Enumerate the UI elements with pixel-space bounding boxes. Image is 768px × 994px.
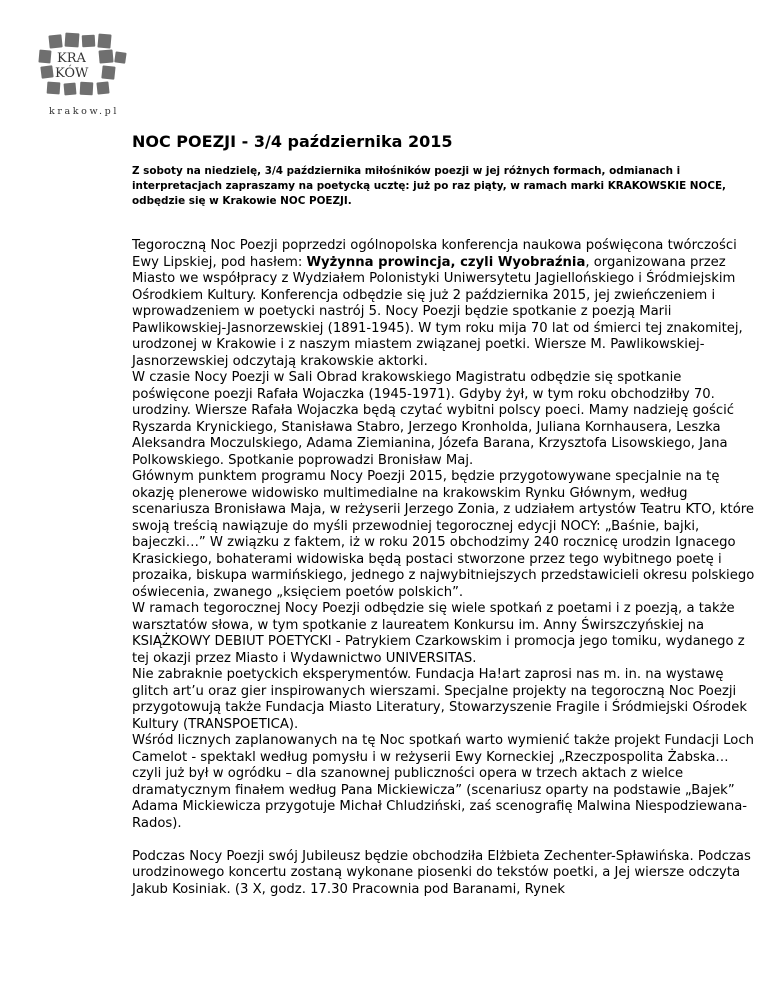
lead-paragraph: Z soboty na niedzielę, 3/4 października miłośników poezji w jej różnych formach, odmianach i interpretacjach zapraszamy na poetycką ucztę: już po raz piąty, w ramach marki KRAKOWSKIE NOCE, odbędzie się w Krakowie NOC POEZJI. bbox=[132, 165, 726, 207]
logo-line1: KRA bbox=[57, 51, 86, 66]
paragraph-wojaczek: W czasie Nocy Poezji w Sali Obrad krakowskiego Magistratu odbędzie się spotkanie poświęcone poezji Rafała Wojaczka (1945-1971). Gdyby żył, w tym roku obchodziłby 70. urodziny. Wiersze Rafała Wojaczka będą czytać wybitni polscy poeci. Mamy nadzieję gościć Ryszarda Krynickiego, Stanisława Stabro, Jerzego Kronholda, Juliana Kornhausera, Leszka Aleksandra Moczulskiego, Adama Ziemianina, Józefa Barana, Krzysztofa Lisowskiego, Jana Polkowskiego. Spotkanie poprowadzi Bronisław Maj. bbox=[132, 370, 734, 468]
paragraph-meetings: W ramach tegorocznej Nocy Poezji odbędzie się wiele spotkań z poetami i z poezją, a także warsztatów słowa, w tym spotkanie z laureatem Konkursu im. Anny Świrszczyńskiej na KSIĄŻKOWY DEBIUT POETYCKI - Patrykiem Czarkowskim i promocja jego tomiku, wydanego z tej okazji przez Miasto i Wydawnictwo UNIVERSITAS. bbox=[132, 601, 745, 666]
conference-motto: Wyżynna prowincja, czyli Wyobraźnia bbox=[306, 254, 586, 270]
paragraph-conference-intro: Tegoroczną Noc Poezji poprzedzi ogólnopolska konferencja naukowa poświęcona twórczości Ewy Lipskiej, pod hasłem: bbox=[132, 238, 737, 270]
logo-tiles bbox=[36, 30, 132, 104]
paragraph-conference-rest: , organizowana przez Miasto we współpracy z Wydziałem Polonistyki Uniwersytetu Jagiellońskiego i Śródmiejskim Ośrodkiem Kultury. Konferencja odbędzie się już 2 października 2015, jej zwieńczeniem i wprowadzeniem w poetycki nastrój 5. Nocy Poezji będzie spotkanie z poezją Marii Pawlikowskiej-Jasnorzewskiej (1891-1945). W tym roku mija 70 lat od śmierci tej znakomitej, urodzonej w Krakowie i z naszym miastem związanej poetki. Wiersze M. Pawlikowskiej-Jasnorzewskiej odczytają krakowskie aktorki. bbox=[132, 254, 743, 369]
page-title: NOC POEZJI - 3/4 października 2015 bbox=[132, 132, 453, 151]
logo-url: krakow.pl bbox=[49, 106, 119, 117]
paragraph-jubilee: Podczas Nocy Poezji swój Jubileusz będzie obchodziła Elżbieta Zechenter-Spławińska. Podczas urodzinowego koncertu zostaną wykonane piosenki do tekstów poetki, a Jej wiersze odczyta Jakub Kosiniak. (3 X, godz. 17.30 Pracownia pod Baranami, Rynek bbox=[132, 848, 751, 897]
paragraph-loch-camelot: Wśród licznych zaplanowanych na tę Noc spotkań warto wymienić także projekt Fundacji Loch Camelot - spektakl według pomysłu i w reżyserii Ewy Korneckiej „Rzeczpospolita Żabska… czyli już był w ogródku – dla szanownej publiczności opera w trzech aktach z wielce dramatycznym finałem według Pana Mickiewicza” (scenariusz oparty na podstawie „Bajek” Adama Mickiewicza przygotuje Michał Chludziński, zaś scenografię Malwina Niespodziewana-Rados). bbox=[132, 733, 754, 831]
paragraph-main-event: Głównym punktem programu Nocy Poezji 2015, będzie przygotowywane specjalnie na tę okazję plenerowe widowisko multimedialne na krakowskim Rynku Głównym, według scenariusza Bronisława Maja, w reżyserii Jerzego Zonia, z udziałem artystów Teatru KTO, które swoją treścią nawiązuje do myśli przewodniej tegorocznej edycji NOCY: „Baśnie, bajki, bajeczki…” W związku z faktem, iż w roku 2015 obchodzimy 240 rocznicę urodzin Ignacego Krasickiego, bohaterami widowiska będą postaci stworzone przez tego wybitnego poetę i prozaika, biskupa warmińskiego, jednego z najwybitniejszych przedstawicieli okresu polskiego oświecenia, zwanego „księciem poetów polskich”. bbox=[132, 469, 755, 600]
paragraph-conference bbox=[132, 238, 762, 370]
article-body bbox=[132, 238, 762, 898]
paragraph-experiments: Nie zabraknie poetyckich eksperymentów. Fundacja Ha!art zaprosi nas m. in. na wystawę glitch art’u oraz gier inspirowanych wierszami. Specjalne projekty na tegoroczną Noc Poezji przygotowują także Fundacja Miasto Literatury, Stowarzyszenie Fragile i Śródmiejski Ośrodek Kultury (TRANSPOETICA). bbox=[132, 667, 747, 732]
krakow-logo bbox=[36, 30, 132, 122]
logo-line2: KÓW bbox=[55, 66, 89, 81]
